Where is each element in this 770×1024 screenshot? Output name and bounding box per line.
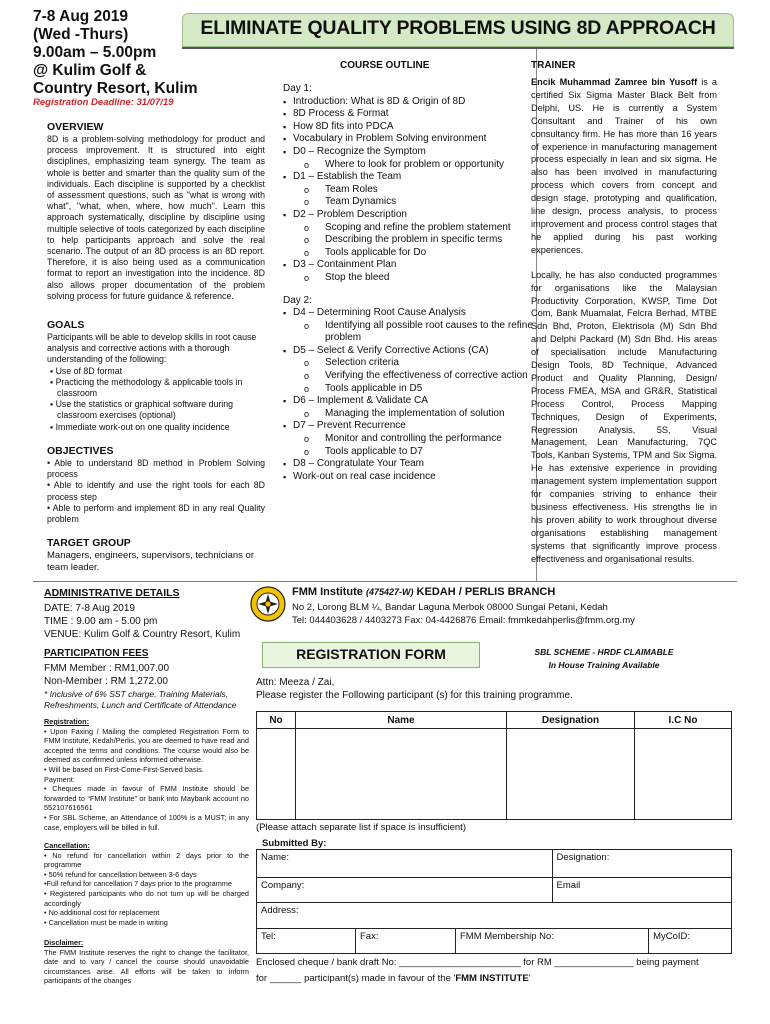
email-field[interactable]: Email	[552, 878, 731, 903]
designation-field[interactable]: Designation:	[552, 850, 731, 878]
table-row[interactable]	[257, 729, 732, 820]
outline-topic: ▪ D3 – Containment Plan	[283, 259, 533, 272]
terms-item: • Will be based on First-Come-First-Served basis.	[44, 764, 204, 774]
membership-field[interactable]: FMM Membership No:	[456, 929, 649, 954]
outline-subtopic: o Selection criteria	[283, 357, 533, 370]
column-header-no: No	[257, 712, 296, 729]
outline-topic: ▪ 8D Process & Format	[283, 108, 533, 121]
outline-topic: ▪ D4 – Determining Root Cause Analysis	[283, 307, 533, 320]
objective-item: • Able to identify and use the right tools for each 8D process step	[47, 480, 265, 502]
trainer-name: Encik Muhammad Zamree bin Yusoff	[531, 77, 698, 87]
outline-topic: ▪ Vocabulary in Problem Solving environment	[283, 133, 533, 146]
submitted-by-heading: Submitted By:	[262, 838, 327, 849]
trainer-bio-paragraph: Encik Muhammad Zamree bin Yusoff is a certified Six Sigma Master Black Belt from Delphi, US. He is currently a System Consultant and Trainer of his own consultancy firm. He has more than 16 years of experience in manufacturing management process especially in lean and six sigma. He also has been involved in manufacturing process which covers from concept and design stage, prototyping and qualification, line design, process analysis, to process improvement and process control stages that he applied during his past working experiences.	[531, 77, 717, 255]
outline-topic: ▪ D7 – Prevent Recurrence	[283, 420, 533, 433]
fmm-branch: KEDAH / PERLIS BRANCH	[416, 586, 556, 598]
date-line: Country Resort, Kulim	[33, 80, 198, 97]
name-cell[interactable]	[296, 729, 507, 820]
outline-topic: ▪ D8 – Congratulate Your Team	[283, 458, 533, 471]
outline-subtopic: o Team Dynamics	[283, 196, 533, 209]
outline-subtopic: o Tools applicable for Do	[283, 247, 533, 260]
designation-cell[interactable]	[507, 729, 635, 820]
date-line: 7-8 Aug 2019	[33, 8, 129, 25]
table-header-row	[257, 712, 732, 729]
terms-item: • For SBL Scheme, an Attendance of 100% is a MUST; in any case, employers will be billed in full.	[44, 812, 249, 832]
attention-block	[256, 677, 573, 702]
outline-subtopic: o Scoping and refine the problem statement	[283, 222, 533, 235]
registration-terms	[44, 717, 249, 832]
outline-subtopic: o Stop the bleed	[283, 272, 533, 285]
admin-details-heading: ADMINISTRATIVE DETAILS	[44, 587, 180, 599]
outline-subtopic: o Managing the implementation of solution	[283, 408, 533, 421]
goal-item: ▪ Immediate work-out on one quality incidence	[50, 421, 230, 432]
date-line: (Wed -Thurs)	[33, 26, 129, 43]
goal-item: ▪ Practicing the methodology & applicable tools in classroom	[50, 376, 243, 399]
table-row	[257, 929, 732, 954]
target-group-text: Managers, engineers, supervisors, technicians or team leader.	[47, 550, 254, 573]
column-header-designation: Designation	[507, 712, 635, 729]
payee-name: FMM INSTITUTE	[455, 973, 529, 984]
admin-venue: VENUE: Kulim Golf & Country Resort, Kulim	[44, 629, 241, 640]
overview-text: 8D is a problem-solving methodology for product and process improvement. It is structured into eight disciplines, emphasizing team synergy. The team as whole is better and smarter than the quality sum of the individuals. Each discipline is supported by a checklist of assessment questions, such as "what is wrong with what", "what, when, where, how much". Learn this approach systematically, discipline by discipline using multiple selective of tools categorized by each discipline to help participants approach and solve the real scenario. The output of an 8D process is an 8D report. Therefore, it is also being used as a communication format to report an investigation into the incidence. 8D also allows proper documentation of the problem solving process for future guidance & reference.	[47, 134, 265, 301]
page-title: ELIMINATE QUALITY PROBLEMS USING 8D APPROACH	[200, 17, 716, 39]
trainer-bio-paragraph: Locally, he has also conducted programmes for organisations like the Malaysian Productivity Corporation, KWSP, Time Dot Com, Bank Muamalat, Felcra Berhad, MTBE Sdn Bhd, Proton, Elektrisola (M) Sdn Bhd and Delphi Packard (M) Sdn Bhd. His areas of specialisation include Manufacturing Design Tools, 8D Technique, Advanced Product and Quality Planning, Design/ Process FMEA, MSA and GR&R, Statistical Process Control, Process Mapping Techniques, Design of Experiments, Regression Analysis, 5S, Visual Management, Lean Manufacturing, 7QC Tools, Kanban Systems, TPM and Six Sigma. He has extensive experience in providing management system implementation support for companies striving to enhance their business effectiveness. His strengths lie in his proven ability to work throughout diverse organisations establishing management systems that significantly improve process effectiveness and organisational results.	[531, 269, 717, 564]
outline-subtopic: o Verifying the effectiveness of corrective action	[283, 370, 533, 383]
outline-topic: ▪ How 8D fits into PDCA	[283, 121, 533, 134]
outline-subtopic: o Monitor and controlling the performance	[283, 433, 533, 446]
target-group-heading: TARGET GROUP	[47, 537, 131, 549]
section-divider	[33, 581, 737, 582]
goals-list	[47, 366, 265, 433]
trainer-bio	[531, 76, 717, 566]
cheque-line: for ______ participant(s) made in favour of the 'FMM INSTITUTE'	[256, 973, 531, 984]
day-1-label: Day 1:	[283, 83, 312, 94]
tel-field[interactable]: Tel:	[257, 929, 356, 954]
cancellation-item: • No additional cost for replacement	[44, 908, 160, 918]
outline-topic: ▪ D2 – Problem Description	[283, 209, 533, 222]
outline-topic: ▪ D1 – Establish the Team	[283, 171, 533, 184]
registration-deadline: Registration Deadline: 31/07/19	[33, 97, 174, 108]
trainer-heading: TRAINER	[531, 60, 576, 71]
disclaimer-text: The FMM Institute reserves the right to change the facilitator, date and to vary / cancel the course should unavoidable circumstances arise. All efforts will be taken to inform participants of the changes	[44, 947, 249, 986]
fmm-institute-header	[292, 586, 555, 598]
fax-field[interactable]: Fax:	[356, 929, 456, 954]
participants-table	[256, 711, 732, 820]
overview-heading: OVERVIEW	[47, 121, 104, 133]
registration-terms-heading: Registration:	[44, 717, 89, 726]
submitter-table	[256, 849, 732, 954]
date-line: @ Kulim Golf &	[33, 62, 147, 79]
outline-subtopic: o Tools applicable to D7	[283, 446, 533, 459]
day-2-list	[283, 307, 533, 483]
course-outline-heading: COURSE OUTLINE	[340, 60, 430, 71]
date-line: 9.00am – 5.00pm	[33, 44, 157, 61]
cancellation-item: •Full refund for cancellation 7 days prior to the programme	[44, 879, 232, 889]
cancellation-item: • No refund for cancellation within 2 days prior to the programme	[44, 850, 249, 870]
terms-item: Payment:	[44, 774, 75, 784]
terms-item: • Cheques made in favour of FMM Institute should be forwarded to “FMM Institute” or bank into Maybank account no 552107616561	[44, 784, 249, 813]
company-field[interactable]: Company:	[257, 878, 553, 903]
fmm-logo-icon	[250, 586, 286, 622]
column-header-ic-no: I.C No	[635, 712, 732, 729]
day-1-list	[283, 96, 533, 285]
title-divider	[182, 47, 734, 49]
column-header-name: Name	[296, 712, 507, 729]
admin-details	[44, 602, 240, 641]
cancellation-heading: Cancellation:	[44, 841, 90, 850]
fmm-address: No 2, Lorong BLM ¼, Bandar Laguna Merbok 08000 Sungai Petani, Kedah	[292, 602, 608, 613]
goals-heading: GOALS	[47, 319, 85, 331]
outline-topic: ▪ Introduction: What is 8D & Origin of 8D	[283, 96, 533, 109]
attach-note: (Please attach separate list if space is insufficient)	[256, 822, 466, 833]
attention-line: Attn: Meeza / Zai,	[256, 677, 335, 688]
goals-intro: Participants will be able to develop skills in root cause analysis and corrective actions with a thorough understanding of the following:	[47, 332, 257, 365]
objective-item: • Able to perform and implement 8D in any real Quality problem	[47, 502, 265, 525]
goal-item: ▪ Use the statistics or graphical software during classroom exercises (optional)	[50, 399, 234, 421]
fmm-name: FMM Institute	[292, 586, 363, 598]
outline-topic: ▪ D0 – Recognize the Symptom	[283, 146, 533, 159]
outline-subtopic: o Where to look for problem or opportunity	[283, 159, 533, 172]
outline-subtopic: o Tools applicable in D5	[283, 383, 533, 396]
cancellation-terms	[44, 841, 249, 927]
ic-no-cell[interactable]	[635, 729, 732, 820]
outline-subtopic: o Identifying all possible root causes to the refine problem	[283, 320, 533, 345]
cheque-statement	[256, 955, 736, 987]
fee-member: FMM Member : RM1,007.00	[44, 663, 170, 674]
disclaimer	[44, 938, 249, 986]
outline-subtopic: o Team Roles	[283, 184, 533, 197]
table-row	[257, 903, 732, 929]
cancellation-item: • Registered participants who do not turn up will be charged accordingly	[44, 888, 249, 908]
course-outline	[283, 83, 533, 483]
outline-subtopic: o Describing the problem in specific terms	[283, 234, 533, 247]
objectives-list	[47, 458, 265, 525]
sbl-scheme-note	[508, 646, 700, 672]
fee-non-member: Non-Member : RM 1,272.00	[44, 676, 168, 687]
terms-item: • Upon Faxing / Mailing the completed Registration Form to FMM Institute, Kedah/Perlis, you are deemed to have read and accepted the terms and conditions. The course would also be deemed as confirmed unless informed otherwise.	[44, 726, 249, 765]
table-row	[257, 878, 732, 903]
disclaimer-heading: Disclaimer:	[44, 938, 84, 947]
in-house-line: In House Training Available	[548, 660, 660, 670]
outline-topic: ▪ D5 – Select & Verify Corrective Actions (CA)	[283, 345, 533, 358]
objective-item: • Able to understand 8D method in Problem Solving process	[47, 458, 265, 480]
no-cell[interactable]	[257, 729, 296, 820]
form-instruction: Please register the Following participant (s) for this training programme.	[256, 689, 573, 701]
fmm-contact-block	[292, 601, 635, 627]
mycoid-field[interactable]: MyCoID:	[649, 929, 732, 954]
cancellation-item: • 50% refund for cancellation between 3-6 days	[44, 869, 197, 879]
admin-date: DATE: 7-8 Aug 2019	[44, 603, 135, 614]
fmm-contact: Tel: 044403628 / 4403273 Fax: 04-4426876 Email: fmmkedahperlis@fmm.org.my	[292, 615, 635, 626]
fees-list	[44, 662, 169, 688]
name-field[interactable]: Name:	[257, 850, 553, 878]
admin-time: TIME : 9.00 am - 5.00 pm	[44, 616, 158, 627]
day-2-label: Day 2:	[283, 294, 312, 306]
cheque-line: Enclosed cheque / bank draft No: _______________________ for RM _______________ being payment	[256, 957, 699, 968]
fees-heading: PARTICIPATION FEES	[44, 648, 149, 659]
goal-item: ▪ Use of 8D format	[50, 365, 123, 376]
address-field[interactable]: Address:	[257, 903, 732, 929]
outline-topic: ▪ D6 – Implement & Validate CA	[283, 395, 533, 408]
outline-topic: ▪ Work-out on real case incidence	[283, 471, 533, 484]
registration-form-title: REGISTRATION FORM	[296, 646, 446, 662]
objectives-heading: OBJECTIVES	[47, 445, 114, 457]
fees-note: * Inclusive of 6% SST charge, Training Materials, Refreshments, Lunch and Certificate of Attendance	[44, 689, 237, 710]
cancellation-item: • Cancellation must be made in writing	[44, 917, 168, 927]
goals-section	[47, 332, 265, 433]
sbl-line: SBL SCHEME - HRDF CLAIMABLE	[534, 647, 674, 657]
table-row	[257, 850, 732, 878]
fmm-reg-no: (475427-W)	[365, 587, 414, 597]
